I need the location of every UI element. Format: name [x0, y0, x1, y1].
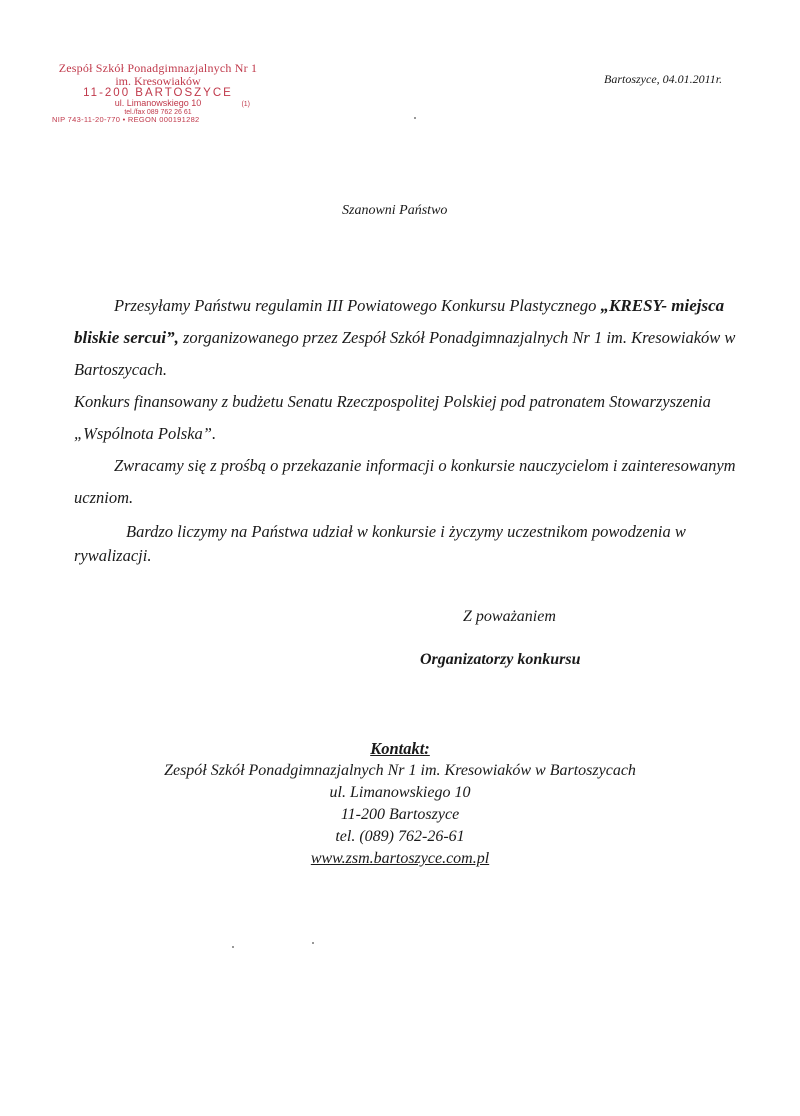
paragraph-wishes: Bardzo liczymy na Państwa udział w konkursie i życzymy uczestnikom powodzenia w rywalizacji.	[74, 522, 686, 565]
scan-speck	[312, 942, 314, 944]
scan-speck	[232, 946, 234, 948]
stamp-street-line	[58, 99, 258, 108]
letter-date: Bartoszyce, 04.01.2011r.	[604, 72, 723, 86]
stamp-tax-ids: NIP 743-11-20-770 • REGON 000191282	[52, 115, 200, 125]
school-stamp	[52, 61, 258, 125]
stamp-street: ul. Limanowskiego 10	[114, 98, 202, 109]
paragraph-invitation	[74, 290, 754, 386]
paragraph-request: Zwracamy się z prośbą o przekazanie informacji o konkursie nauczycielom i zainteresowanym uczniom.	[74, 456, 736, 507]
letter-body	[74, 290, 754, 568]
contest-title: „KRESY- miejsca bliskie sercui”,	[74, 296, 725, 347]
scan-speck	[414, 117, 416, 119]
contact-organization: Zespół Szkół Ponadgimnazjalnych Nr 1 im. Kresowiaków w Bartoszycach	[164, 762, 636, 779]
contact-website-link[interactable]: www.zsm.bartoszyce.com.pl	[310, 850, 490, 867]
contact-phone: tel. (089) 762-26-61	[335, 828, 465, 845]
stamp-patron: im. Kresowiaków	[115, 73, 201, 88]
closing-phrase: Z poważaniem	[463, 608, 556, 625]
stamp-school-name: Zespół Szkół Ponadgimnazjalnych Nr 1	[58, 61, 258, 75]
paragraph-invitation-rest: zorganizowanego przez Zespół Szkół Ponadgimnazjalnych Nr 1 im. Kresowiaków w Bartoszycach.	[74, 328, 736, 379]
contact-heading: Kontakt:	[370, 739, 430, 758]
contact-block	[0, 738, 800, 870]
stamp-postal-city: 11-200 BARTOSZYCE	[83, 87, 233, 100]
stamp-street-number: (1)	[241, 101, 250, 109]
signature: Organizatorzy konkursu	[420, 651, 581, 668]
paragraph-invitation-intro: Przesyłamy Państwu regulamin III Powiatowego Konkursu Plastycznego	[114, 296, 597, 315]
salutation: Szanowni Państwo	[342, 203, 448, 218]
contact-street: ul. Limanowskiego 10	[329, 784, 471, 801]
stamp-phone: tel./fax 089 762 26 61	[124, 108, 192, 116]
contact-city: 11-200 Bartoszyce	[340, 806, 460, 823]
paragraph-funding: Konkurs finansowany z budżetu Senatu Rzeczpospolitej Polskiej pod patronatem Stowarzyszenia „Wspólnota Polska”.	[74, 392, 711, 443]
